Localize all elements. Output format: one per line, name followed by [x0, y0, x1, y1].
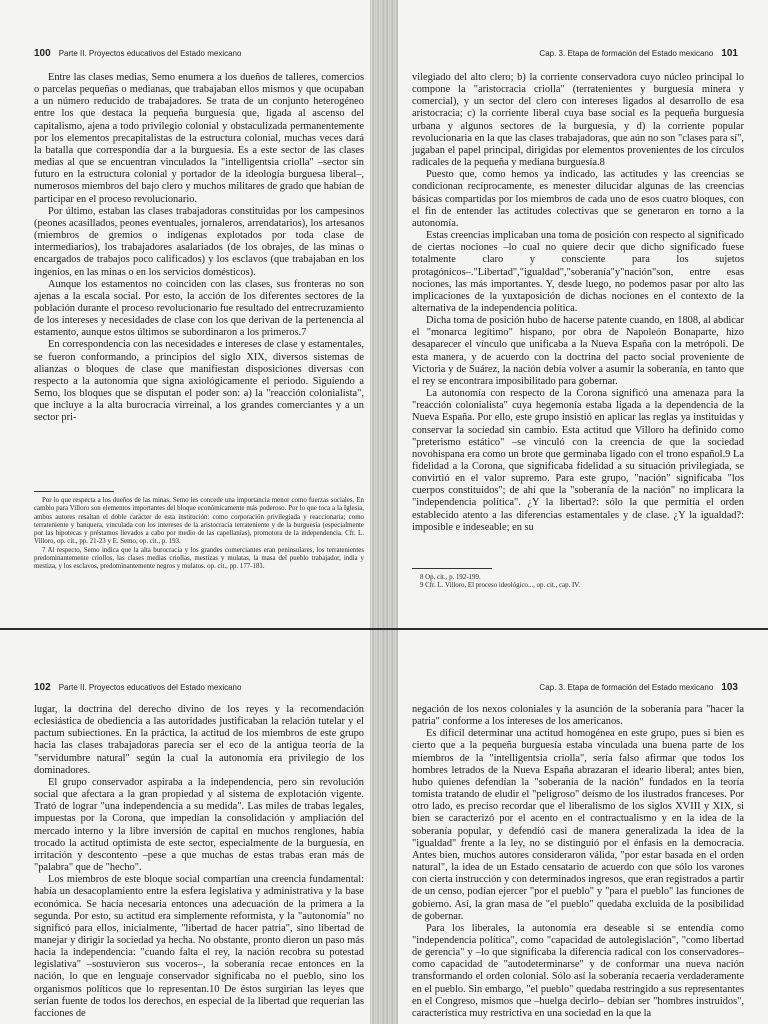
paragraph: Los miembros de este bloque social compartían una creencia fundamental: había un desacoplamiento entre la esfera legislativa y administrativa y la base económica. Se hacía necesaria entonces una adecuación de la primera a la segunda. Por esto, su actitud era simplemente reformista, y la "autonomía" no significó para ellos, inicialmente, "libertad de hacer patria", sino libertad de manejar y dirigir la sociedad ya hecha. No obstante, pronto dieron un paso más hacia la independencia: "cuando falta el rey, la nación recobra su potestad legislativa" –sostuvieron sus voceros–, la soberanía recae entonces en la nación, lo que en lenguaje conservador significaba no el pueblo, sino los organismos políticos que lo representan.10 De éstos surgirían las leyes que serían fuente de todos los derechos, en especial de la libertad que requerían las facciones de — [34, 874, 364, 1019]
page-number: 102 — [34, 682, 51, 693]
running-head — [539, 48, 738, 59]
paragraph: Estas creencias implicaban una toma de posición con respecto al significado de ciertas nociones –lo cual no quiere decir que dicho significado fuese totalmente claro y consciente para los sujetos protagónicos–."Libertad","igualdad","soberanía"y"nación"son, entre esas nociones, las más importantes. Y, desde luego, no podemos pasar por alto las implicaciones de la yuxtaposición de dichas nociones en el contexto de la alternativa de la independencia política. — [412, 230, 744, 314]
footnote-rule — [34, 491, 114, 492]
footnotes — [412, 574, 744, 591]
footnote: Por lo que respecta a los dueños de las minas, Semo les concede una importancia menor como fuerzas sociales. En cambio para Villoro son elementos importantes del bloque económicamente más poderoso. Por lo que toca a la Iglesia, ambos autores resaltan el doble carácter de esta institución: como corporación privilegiada y reaccionaria; como terrateniente y banquera, vinculada con los intereses de la aristocracia terrateniente y de la burguesía (especialmente por las hipotecas y préstamos llevados a cabo por medio de las capellanías), promotora de la independencia. Cfr. L. Villoro, op. cit., pp. 21-23 y E. Semo, op. cit., p. 193. — [34, 497, 364, 546]
running-head — [539, 682, 738, 693]
footnote: 9 Cfr. L. Villoro, El proceso ideológico..., op. cit., cap. IV. — [420, 582, 581, 590]
paragraph: Por último, estaban las clases trabajadoras constituidas por los campesinos (peones acasillados, peones eventuales, jornaleros, arrendatarios), los artesanos (miembros de gremios o indígenas explotados por toda clase de intermediarios), los trabajadores asalariados (de los obrajes, de las minas o encargados de trabajos poco calificados) y los esclavos (que trabajaban en los ingenios, en las minas o en los servicios domésticos). — [34, 205, 364, 278]
gutter-shadow — [370, 0, 384, 630]
paragraph: Para los liberales, la autonomía era deseable si se entendía como "independencia política", como "capacidad de autolegislación", "como libertad de gerencia" y –lo que significaba la diferencia radical con los conservadores– como capacidad de "autodeterminarse" y de conformar una nueva nación transformando el orden colonial. Sólo así la soberanía recaería verdaderamente en el pueblo. Sin embargo, "el pueblo" quedaba restringido a sus representantes en el Congreso, mismos que –huelga decirlo– debían ser "hombres instruidos", característica muy restrictiva en una sociedad en la que la — [412, 922, 744, 1019]
paragraph: En correspondencia con las necesidades e intereses de clase y estamentales, se fueron conformando, a principios del siglo XIX, diversos sistemas de alianzas o bloques de clase que manifiestan disposiciones diversas con respecto a la autonomía que signa axiológicamente el periodo. Siguiendo a Semo, los bloques que se disputan el poder son: a) la "reacción colonialista", que incluye a la alta burocracia virreinal, a los grandes comerciantes y a un sector pri- — [34, 339, 364, 424]
paragraph: lugar, la doctrina del derecho divino de los reyes y la recomendación eclesiástica de obediencia a las autoridades justificaban la relación tutelar y el pactum subiectiones. En la práctica, la actitud de los miembros de este grupo hacia las clases trabajadoras parecía ser el eco de la antigua teoría de la "servidumbre natural" según la cual la autonomía era privilegio de los dominadores. — [34, 704, 364, 776]
page-102 — [0, 630, 384, 1024]
gutter-shadow — [384, 630, 398, 1024]
running-head-title: Cap. 3. Etapa de formación del Estado mexicano — [539, 49, 714, 58]
page-103 — [384, 630, 768, 1024]
paragraph: Dicha toma de posición hubo de hacerse patente cuando, en 1808, al abdicar el "monarca legítimo" hispano, por obra de Napoleón Bonaparte, hizo desaparecer el vínculo que unificaba a la Nueva España con la metrópoli. De esta manera, y de acuerdo con la doctrina del pacto social proveniente de Victoria y de Suárez, la nación debía volver a asumir la soberanía, en tanto que el rey se encontrara imposibilitado para gobernar. — [412, 315, 744, 387]
running-head-title: Cap. 3. Etapa de formación del Estado mexicano — [539, 683, 714, 692]
paragraph: La autonomía con respecto de la Corona significó una amenaza para la "reacción colonialista" cuya hegemonía estaba ligada a la dependencia de la Nueva España. Por ello, este grupo insistió en aplicar las reglas ya instituidas y conservar la sociedad sin cambio. Esta actitud que Villoro ha definido como "preterismo estático" –se vinculó con la creencia de que la sociedad novohispana era como un brote que germinaba ligado con el trono español.9 La fidelidad a la Corona, que significaba fidelidad a su situación privilegiada, se convirtió en el valor supremo. Para este grupo, "nación" significaba "los cuerpos constituidos"; de ahí que la "soberanía de la nación" no implicara la "independencia política". ¿Y la libertad?: sólo la que permitía el orden establecido atento a las diferencias estamentales y de clase. ¿Y la igualdad?: imposible e indeseable; en su — [412, 388, 744, 533]
body-text — [412, 72, 744, 534]
page-number: 103 — [721, 682, 738, 693]
paragraph: Aunque los estamentos no coinciden con las clases, sus fronteras no son ajenas a la escala social. Por esto, la acción de los diferentes sectores de la población durante el proceso revolucionario fue resultado del entrecruzamiento de los intereses y necesidades de clase con los que derivan de la pertenencia al estamento, aunque estos últimos se subordinaron a los primeros.7 — [34, 278, 364, 339]
paragraph: Entre las clases medias, Semo enumera a los dueños de talleres, comercios o parcelas pequeñas o medianas, que trabajaban ellos mismos y que ocupaban a un número reducido de trabajadores. Se trata de un conjunto heterogéneo entre los que destaca la pequeña burguesía que, ligada al ascenso del capitalismo, ajena a todo privilegio colonial y obstaculizada permanentemente por los elementos precapitalistas de la estructura colonial, muchas veces dará la batalla que correspondía dar a la burguesía. Es a este sector de las clases medias al que se encuentran vinculados la "intelligentsia criolla" –sector sin futuro en la estructura colonial y portador de la ideología burguesa liberal–, numerosos miembros del bajo clero y muchos militares de grado que habían de participar en el proceso revolucionario. — [34, 72, 364, 205]
paragraph: El grupo conservador aspiraba a la independencia, pero sin revolución social que afectara a la gran propiedad y al sistema de explotación vigente. Trató de lograr "una independencia a su medida". Las miles de trabas legales, impuestas por la Corona, que impedían la consolidación y ampliación del mercado interno y la libre inversión de capital en muchos renglones, había trocado la actitud optimista de este sector, especialmente de la burguesía, en irritación y descontento –pese a que muchas de estas trabas eran más de "palabra" que de "hecho". — [34, 776, 364, 874]
footnote: 8 Op. cit., p. 192-199. — [420, 574, 481, 581]
paragraph: negación de los nexos coloniales y la asunción de la soberanía para "hacer la patria" conforme a los intereses de los americanos. — [412, 704, 744, 728]
running-head — [34, 682, 241, 693]
running-head-title: Parte II. Proyectos educativos del Estado mexicano — [58, 49, 242, 58]
gutter-shadow — [384, 0, 398, 630]
paragraph: Es difícil determinar una actitud homogénea en este grupo, pues si bien es cierto que a la pequeña burguesía estaba vinculada una buena parte de los miembros de la "intelligentsia criolla", sería falso afirmar que todos los hombres letrados de la Nueva España abrazaran el ideario liberal; antes bien, hubo quienes defendían la "soberanía de la nación" fundados en la teoría tomista tratando de eludir el "peligroso" deísmo de los ilustrados franceses. Por otro lado, es preciso recordar que el liberalismo de los siglos XVIII y XIX, si bien se caracterizó por el acento en el contractualismo y en la idea de la soberanía popular, y defendió casi de manera generalizada la idea de la "igualdad" frente a la ley, no se distinguió por el énfasis en la democracia. Antes bien, muchos autores consideraron válida, "por estar basada en el orden natural", la idea de un Estado censatario de acuerdo con que sólo los varones con cierta instrucción y con determinados ingresos, que eran registrados a partir de un censo, podían ejercer "por el pueblo" y "para el pueblo" las funciones de gobierno. Así, la gran masa de "el pueblo" quedaba excluida de la posibilidad de gobernar. — [412, 728, 744, 922]
running-head — [34, 48, 241, 59]
running-head-title: Parte II. Proyectos educativos del Estado mexicano — [58, 683, 242, 692]
page-100 — [0, 0, 384, 630]
page-101 — [384, 0, 768, 630]
body-text — [34, 72, 364, 425]
footnote: 7 Al respecto, Semo indica que la alta burocracia y los grandes comerciantes eran peninsulares, los terratenientes predominantemente criollos, las clases medias criollas, mestizas y mulatas, la masa del pueblo trabajador, india y mestiza, y los esclavos, predominantemente negros y mulatos. op. cit., pp. 177-181. — [34, 546, 364, 571]
gutter-shadow — [370, 630, 384, 1024]
page-number: 101 — [721, 48, 738, 59]
body-text — [34, 704, 364, 1020]
footnote-rule — [412, 568, 492, 569]
footnotes — [34, 497, 364, 572]
page-number: 100 — [34, 48, 51, 59]
paragraph: vilegiado del alto clero; b) la corriente conservadora cuyo núcleo principal lo compone la "aristocracia criolla" (terratenientes y burguesía minera y comercial), y un sector del clero con intereses ligados al desarrollo de esa aristocracia; c) la corriente liberal cuya base social es la pequeña burguesía urbana y algunos sectores de la burguesía, y d) la corriente popular revolucionaria en la que las clases trabajadoras, que aún no son "clases para sí", jugaban el papel principal, dirigidas por elementos provenientes de los círculos radicales de la pequeña y mediana burguesía.8 — [412, 72, 744, 169]
paragraph: Puesto que, como hemos ya indicado, las actitudes y las creencias se condicionan recíprocamente, es menester dilucidar algunas de las creencias básicas compartidas por los miembros de cada uno de esos cuatro bloques, con el fin de entender las actitudes colectivas que se generaron en torno a la autonomía. — [412, 169, 744, 229]
body-text — [412, 704, 744, 1020]
